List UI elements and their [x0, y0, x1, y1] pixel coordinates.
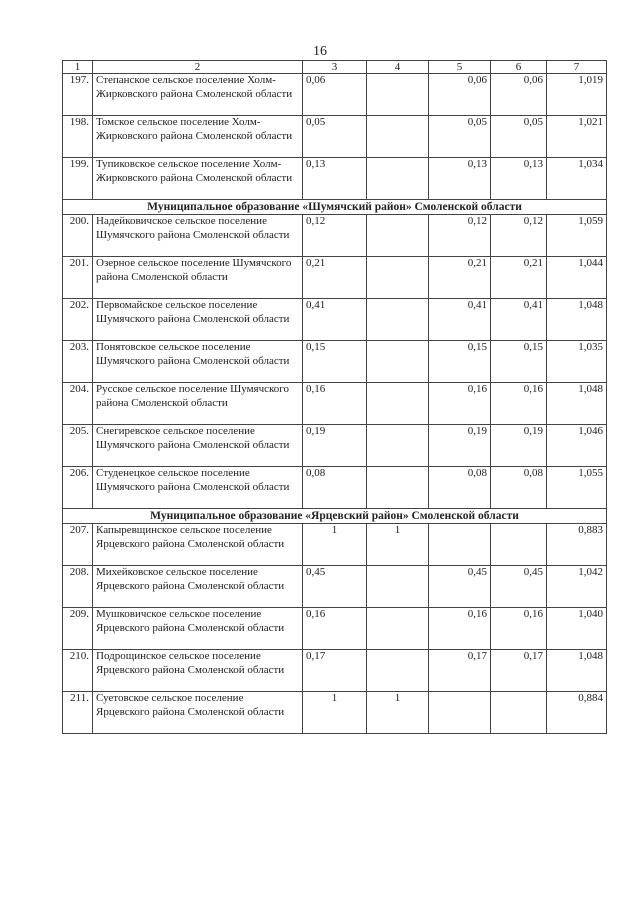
value-col-5: 0,45	[429, 566, 491, 608]
value-col-5: 0,13	[429, 158, 491, 200]
section-header-row	[63, 200, 607, 215]
value-col-4	[367, 215, 429, 257]
value-col-7: 1,048	[547, 650, 607, 692]
value-col-7: 1,048	[547, 299, 607, 341]
settlement-name: Томское сельское поселение Холм-Жирковского района Смоленской области	[93, 116, 303, 158]
value-col-7: 1,021	[547, 116, 607, 158]
table-body	[63, 74, 607, 734]
value-col-7: 1,044	[547, 257, 607, 299]
value-col-6: 0,15	[491, 341, 547, 383]
value-col-5: 0,16	[429, 383, 491, 425]
value-col-3: 0,16	[303, 383, 367, 425]
value-col-7: 1,040	[547, 608, 607, 650]
value-col-4	[367, 608, 429, 650]
value-col-3: 0,19	[303, 425, 367, 467]
value-col-4	[367, 299, 429, 341]
settlement-name: Первомайское сельское поселение Шумячского района Смоленской области	[93, 299, 303, 341]
table-row	[63, 383, 607, 425]
value-col-4	[367, 425, 429, 467]
value-col-3: 0,17	[303, 650, 367, 692]
value-col-5: 0,08	[429, 467, 491, 509]
value-col-5: 0,12	[429, 215, 491, 257]
value-col-3: 0,06	[303, 74, 367, 116]
table-row	[63, 215, 607, 257]
table-row	[63, 425, 607, 467]
value-col-5: 0,17	[429, 650, 491, 692]
column-header: 6	[491, 61, 547, 74]
value-col-3: 0,15	[303, 341, 367, 383]
row-number: 203.	[63, 341, 93, 383]
value-col-7: 1,019	[547, 74, 607, 116]
table-row	[63, 524, 607, 566]
settlement-name: Студенецкое сельское поселение Шумячского района Смоленской области	[93, 467, 303, 509]
value-col-4	[367, 341, 429, 383]
table-row	[63, 692, 607, 734]
table-row	[63, 467, 607, 509]
section-header-row	[63, 509, 607, 524]
value-col-7: 1,035	[547, 341, 607, 383]
value-col-4	[367, 257, 429, 299]
value-col-4	[367, 467, 429, 509]
table-header	[63, 61, 607, 74]
value-col-4	[367, 650, 429, 692]
value-col-4: 1	[367, 692, 429, 734]
table-row	[63, 158, 607, 200]
value-col-3: 0,08	[303, 467, 367, 509]
row-number: 206.	[63, 467, 93, 509]
row-number: 197.	[63, 74, 93, 116]
value-col-4: 1	[367, 524, 429, 566]
column-header: 1	[63, 61, 93, 74]
settlement-name: Суетовское сельское поселение Ярцевского района Смоленской области	[93, 692, 303, 734]
value-col-6: 0,12	[491, 215, 547, 257]
value-col-6: 0,45	[491, 566, 547, 608]
value-col-6: 0,13	[491, 158, 547, 200]
value-col-4	[367, 158, 429, 200]
settlement-name: Понятовское сельское поселение Шумячского района Смоленской области	[93, 341, 303, 383]
value-col-6: 0,06	[491, 74, 547, 116]
value-col-5: 0,41	[429, 299, 491, 341]
value-col-6: 0,17	[491, 650, 547, 692]
value-col-3: 1	[303, 524, 367, 566]
table-row	[63, 608, 607, 650]
value-col-7: 1,046	[547, 425, 607, 467]
value-col-6	[491, 692, 547, 734]
table-row	[63, 650, 607, 692]
value-col-6: 0,21	[491, 257, 547, 299]
row-number: 204.	[63, 383, 93, 425]
value-col-5: 0,19	[429, 425, 491, 467]
value-col-7: 1,055	[547, 467, 607, 509]
settlement-name: Капыревщинское сельское поселение Ярцевского района Смоленской области	[93, 524, 303, 566]
value-col-6: 0,16	[491, 608, 547, 650]
value-col-6: 0,16	[491, 383, 547, 425]
value-col-3: 0,12	[303, 215, 367, 257]
value-col-7: 0,884	[547, 692, 607, 734]
table-row	[63, 257, 607, 299]
settlement-name: Подрощинское сельское поселение Ярцевского района Смоленской области	[93, 650, 303, 692]
table-row	[63, 299, 607, 341]
row-number: 210.	[63, 650, 93, 692]
value-col-5: 0,15	[429, 341, 491, 383]
value-col-3: 0,16	[303, 608, 367, 650]
value-col-3: 0,05	[303, 116, 367, 158]
row-number: 209.	[63, 608, 93, 650]
settlement-name: Русское сельское поселение Шумячского района Смоленской области	[93, 383, 303, 425]
value-col-5: 0,06	[429, 74, 491, 116]
table-row	[63, 74, 607, 116]
value-col-3: 0,45	[303, 566, 367, 608]
value-col-5: 0,05	[429, 116, 491, 158]
column-header: 2	[93, 61, 303, 74]
settlement-name: Надейковичское сельское поселение Шумячского района Смоленской области	[93, 215, 303, 257]
row-number: 199.	[63, 158, 93, 200]
value-col-4	[367, 383, 429, 425]
value-col-4	[367, 74, 429, 116]
section-title: Муниципальное образование «Ярцевский район» Смоленской области	[63, 509, 607, 524]
value-col-6: 0,08	[491, 467, 547, 509]
value-col-7: 1,042	[547, 566, 607, 608]
value-col-3: 0,21	[303, 257, 367, 299]
row-number: 208.	[63, 566, 93, 608]
row-number: 205.	[63, 425, 93, 467]
table-row	[63, 116, 607, 158]
settlement-name: Озерное сельское поселение Шумячского района Смоленской области	[93, 257, 303, 299]
row-number: 201.	[63, 257, 93, 299]
settlement-name: Тупиковское сельское поселение Холм-Жирковского района Смоленской области	[93, 158, 303, 200]
column-header: 7	[547, 61, 607, 74]
value-col-6	[491, 524, 547, 566]
value-col-3: 0,41	[303, 299, 367, 341]
table-row	[63, 341, 607, 383]
value-col-3: 0,13	[303, 158, 367, 200]
section-title: Муниципальное образование «Шумячский район» Смоленской области	[63, 200, 607, 215]
column-header: 4	[367, 61, 429, 74]
value-col-5: 0,16	[429, 608, 491, 650]
settlement-name: Снегиревское сельское поселение Шумячского района Смоленской области	[93, 425, 303, 467]
municipal-table	[62, 60, 607, 734]
column-header: 3	[303, 61, 367, 74]
value-col-3: 1	[303, 692, 367, 734]
value-col-6: 0,41	[491, 299, 547, 341]
column-header: 5	[429, 61, 491, 74]
value-col-7: 1,059	[547, 215, 607, 257]
row-number: 207.	[63, 524, 93, 566]
value-col-5	[429, 524, 491, 566]
settlement-name: Мушковичское сельское поселение Ярцевского района Смоленской области	[93, 608, 303, 650]
value-col-7: 0,883	[547, 524, 607, 566]
value-col-5	[429, 692, 491, 734]
settlement-name: Степанское сельское поселение Холм-Жирковского района Смоленской области	[93, 74, 303, 116]
value-col-7: 1,048	[547, 383, 607, 425]
settlement-name: Михейковское сельское поселение Ярцевского района Смоленской области	[93, 566, 303, 608]
value-col-5: 0,21	[429, 257, 491, 299]
value-col-4	[367, 566, 429, 608]
row-number: 200.	[63, 215, 93, 257]
page-number: 16	[313, 44, 327, 59]
value-col-7: 1,034	[547, 158, 607, 200]
row-number: 211.	[63, 692, 93, 734]
table-row	[63, 566, 607, 608]
value-col-6: 0,05	[491, 116, 547, 158]
value-col-4	[367, 116, 429, 158]
row-number: 202.	[63, 299, 93, 341]
row-number: 198.	[63, 116, 93, 158]
value-col-6: 0,19	[491, 425, 547, 467]
